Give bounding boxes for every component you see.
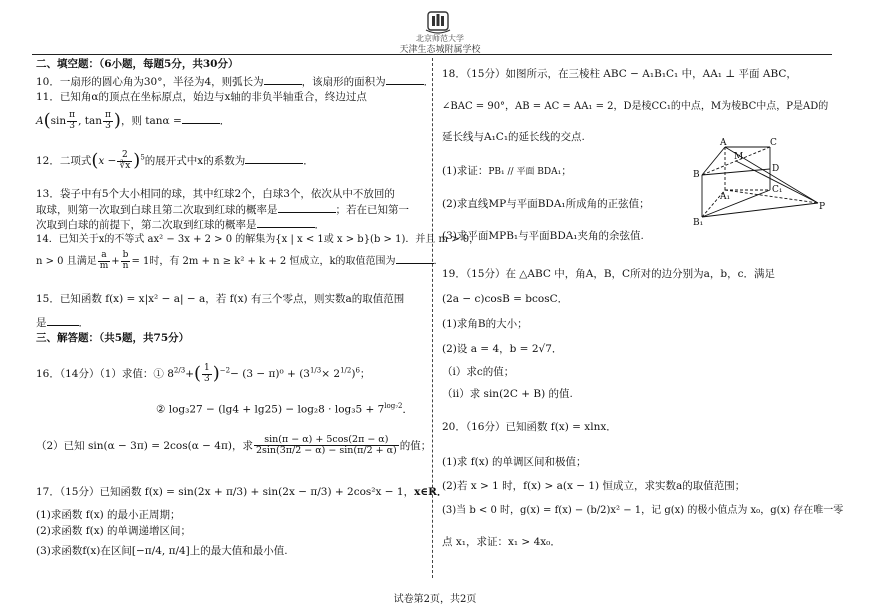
question-11-line2: A(sin $\frac{\pi}{3}$ , tan $\frac{\pi}{3}$ )，则 tanα = ． — [36, 109, 231, 131]
header-rule — [32, 54, 832, 55]
section3-title: 三、解答题：（共5题，共75分） — [36, 332, 190, 344]
answer-blank[interactable] — [396, 253, 434, 264]
page-footer: 试卷第2页，共2页 — [393, 594, 477, 605]
question-20-part3-line1: (3)当 b < 0 时，g(x) = f(x) − (b/2)x² − 1，记 g(x) 的极小值点为 x₀，g(x) 存在唯一零 — [442, 505, 844, 516]
question-19-part2i: （i）求c的值； — [442, 366, 515, 378]
school-cursive-name: 北京师范大学 — [416, 34, 464, 43]
fig-label-A1: A₁ — [720, 192, 731, 202]
question-18-part1: (1)求证：PB₁ // 平面 BDA₁； — [442, 165, 572, 177]
question-19-part2: (2)设 a = 4，b = 2√7． — [442, 343, 563, 355]
question-20-part3-line2: 点 x₁，求证：x₁ > 4x₀． — [442, 536, 561, 548]
question-17-part1: (1)求函数 f(x) 的最小正周期； — [36, 509, 181, 521]
fig-label-C: C — [770, 138, 777, 148]
question-20-part1: (1)求 f(x) 的单调区间和极值； — [442, 456, 587, 468]
question-16-part2: ② $\log_327 - (\lg 4 + \lg 25) - \log_28 \cdot \log_35 + 7^{log_72}$． — [156, 402, 413, 416]
answer-blank[interactable] — [245, 153, 303, 164]
question-14-line2: n > 0 且满足 $\frac{a}{m}$ + $\frac{b}{n}$ = 1时，有 2m + n ≥ k² + k + 2 恒成立，k的取值范围为 ． — [36, 250, 444, 271]
question-15-line1: 15．已知函数 f(x) = x|x² − a| − a，若 f(x) 有三个零点，则实数a的取值范围 — [36, 293, 405, 305]
page-header — [0, 0, 870, 58]
fig-label-C1: C₁ — [772, 185, 783, 195]
prism-figure — [690, 135, 830, 230]
question-20: 20．（16分）已知函数 f(x) = xlnx． — [442, 421, 617, 433]
question-18-part2: (2)求直线MP与平面BDA₁所成角的正弦值； — [442, 198, 650, 210]
question-17: 17．（15分）已知函数 f(x) = sin(2x + π/3) + sin(2x − π/3) + 2cos²x − 1，x∈R． — [36, 486, 448, 498]
fig-label-A: A — [720, 138, 727, 148]
question-18-line3: 延长线与A₁C₁的延长线的交点. — [442, 131, 585, 143]
answer-blank[interactable] — [278, 202, 336, 213]
question-19-part1: (1)求角B的大小； — [442, 318, 528, 330]
question-10: 10．一扇形的圆心角为30°，半径为4，则弧长为 ，该扇形的面积为 ． — [36, 76, 435, 88]
answer-blank[interactable] — [264, 74, 302, 85]
question-20-part2: (2)若 x > 1 时，f(x) > a(x − 1) 恒成立，求实数a的取值范围； — [442, 480, 746, 492]
school-name: 天津生态城附属学校 — [399, 45, 481, 55]
question-13-line2: 取球，则第一次取到白球且第二次取到红球的概率是 ；若在已知第一 — [36, 204, 409, 216]
question-13-line1: 13．袋子中有5个大小相同的球，其中红球2个，白球3个，依次从中不放回的 — [36, 188, 395, 200]
question-17-part2: (2)求函数 f(x) 的单调递增区间； — [36, 525, 192, 537]
fig-label-P: P — [819, 202, 826, 212]
question-18-line1: 18．（15分）如图所示，在三棱柱 ABC − A₁B₁C₁ 中，AA₁ ⊥ 平面 ABC， — [442, 68, 797, 80]
question-18-part3: (3)求平面MPB₁与平面BDA₁夹角的余弦值. — [442, 230, 644, 242]
question-11-line1: 11．已知角α的顶点在坐标原点，始边与x轴的非负半轴重合，终边过点 — [36, 91, 367, 103]
question-12: 12．二项式(x − $\frac{2}{∛x}$ )$^5$的展开式中x的系数为 ． — [36, 149, 314, 171]
fig-label-B: B — [693, 170, 700, 180]
answer-blank[interactable] — [386, 74, 424, 85]
fig-label-B1: B₁ — [693, 218, 704, 228]
section2-title: 二、填空题：（6小题，每题5分，共30分） — [36, 58, 239, 70]
question-17-part3: (3)求函数f(x)在区间[−π/4, π/4]上的最大值和最小值. — [36, 545, 288, 557]
question-13-line3: 次取到白球的前提下，第二次取到红球的概率是 ． — [36, 219, 325, 231]
school-logo-icon — [423, 6, 453, 34]
fig-label-D: D — [772, 164, 780, 174]
question-19-line2: (2a − c)cosB = bcosC． — [442, 293, 569, 305]
fig-label-M: M — [734, 152, 744, 162]
answer-blank[interactable] — [47, 315, 79, 326]
column-divider — [432, 58, 433, 578]
question-19-line1: 19．（15分）在 △ABC 中，角A，B，C所对的边分别为a，b，c．满足 — [442, 268, 775, 280]
question-15-line2: 是 ． — [36, 317, 89, 329]
answer-blank[interactable] — [182, 113, 220, 124]
question-16-part3: （2）已知 sin(α − 3π) = 2cos(α − 4π)，求 $\frac{\sin(\pi - \alpha) + 5\cos(2\pi - \alpha)}{2\sin(3\pi/2 - \alpha) - \sin(\pi/2 + \alpha)}$ 的值； — [36, 434, 432, 457]
answer-blank[interactable] — [257, 217, 315, 228]
question-18-line2: ∠BAC = 90°，AB = AC = AA₁ = 2，D是棱CC₁的中点，M为棱BC中点，P是AD的 — [442, 101, 829, 112]
question-16-part1: 16．（14分）（1）求值：① $8^{2/3}+$( $\frac{1}{3}$ )$^{-2}- (3 - \pi)^0 + (3^{1/3}\times 2^{1/2})^6$； — [36, 362, 371, 384]
question-19-part2ii: （ii）求 sin(2C + B) 的值. — [442, 388, 573, 400]
question-14-line1: 14．已知关于x的不等式 ax² − 3x + 2 > 0 的解集为{x | x < 1或 x > b}(b > 1)．并且 m > 0， — [36, 234, 480, 245]
